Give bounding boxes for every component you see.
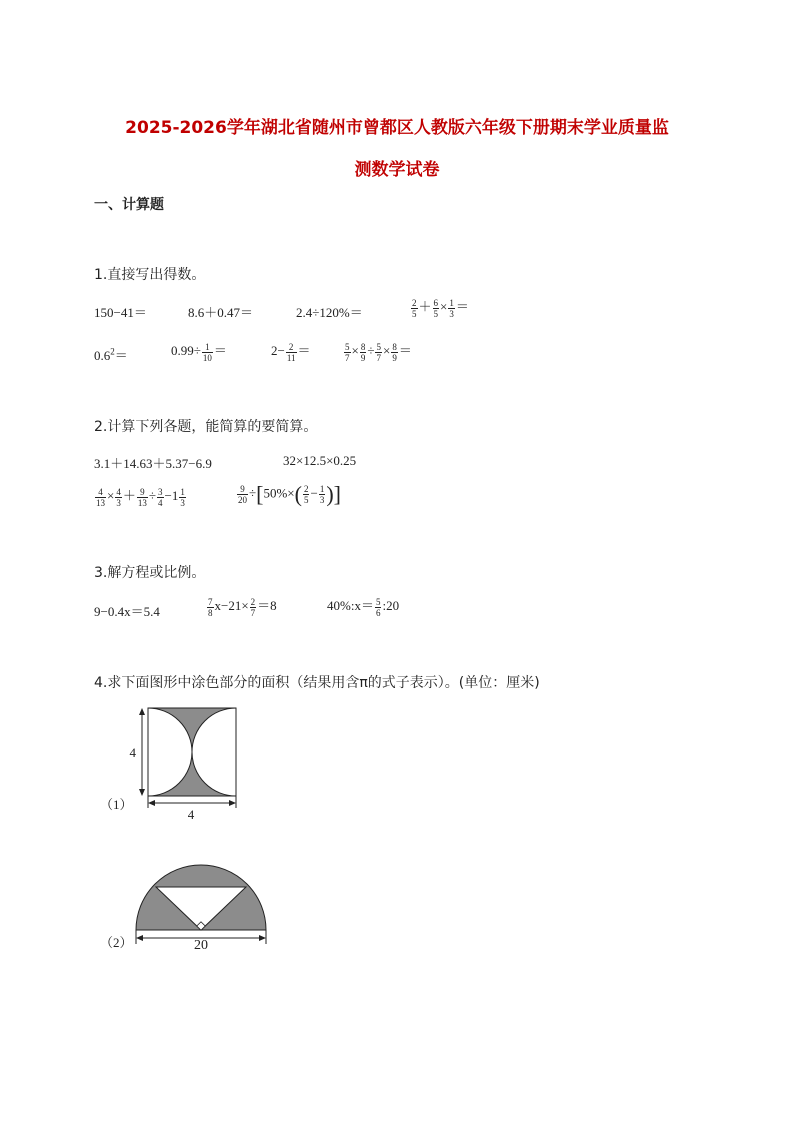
q2-expr-3: $\frac{4}{13}$ × $\frac{4}{3}$ ＋ $\frac{9}{13}$ ÷ $\frac{3}{4}$ −1 $\frac{1}{3}$ <box>96 486 185 508</box>
figure-1 <box>90 700 260 830</box>
fraction: $\frac{9}{13}$ <box>137 486 147 508</box>
title-line-1: 2025-2026学年湖北省随州市曾都区人教版六年级下册期末学业质量监 <box>125 118 669 138</box>
q1-expr-3: 2.4÷120%＝ <box>296 305 363 320</box>
q1-expr-5: $0.6^2=$ <box>94 346 128 363</box>
fraction: $\frac{1}{3}$ <box>449 297 454 319</box>
q3-expr-1: 9−0.4x＝5.4 <box>94 604 160 619</box>
q1-expr-6: 0.99÷ $\frac{1}{10}$ ＝ <box>171 341 227 363</box>
fraction: $\frac{2}{5}$ <box>412 297 417 319</box>
figure-2-label: （2） <box>100 935 133 950</box>
fraction: $\frac{2}{11}$ <box>286 341 296 363</box>
diameter-label: 20 <box>194 938 208 953</box>
q1-prompt: 1.直接写出得数。 <box>94 267 206 283</box>
fraction: $\frac{2}{5}$ <box>303 484 309 505</box>
fraction: $\frac{5}{6}$ <box>375 596 381 618</box>
width-label: 4 <box>187 807 195 822</box>
fraction: $\frac{8}{9}$ <box>392 341 397 363</box>
fraction: $\frac{4}{13}$ <box>96 486 105 508</box>
q1-expr-7: 2− $\frac{2}{11}$ ＝ <box>271 341 311 363</box>
fraction: $\frac{6}{5}$ <box>433 297 439 319</box>
q2-expr-1: 3.1＋14.63＋5.37−6.9 <box>94 456 212 471</box>
q1-expr-4: $\frac{2}{5}$ ＋ $\frac{6}{5}$ × $\frac{1}{3}$ ＝ <box>412 297 469 319</box>
fraction: $\frac{5}{7}$ <box>345 341 350 363</box>
q1-expr-2: 8.6＋0.47＝ <box>188 305 254 320</box>
figure-2 <box>90 860 280 960</box>
q1-expr-8: $\frac{5}{7}$ × $\frac{8}{9}$ ÷ $\frac{5}{7}$ × $\frac{8}{9}$ ＝ <box>345 341 412 363</box>
q3-expr-3: 40%:x＝ $\frac{5}{6}$ :20 <box>327 596 400 618</box>
fraction: $\frac{1}{10}$ <box>202 341 212 363</box>
section-heading: 一、计算题 <box>94 197 164 213</box>
fraction: $\frac{9}{20}$ <box>238 484 247 505</box>
q2-expr-4: $\frac{9}{20}$ ÷[50%×( $\frac{2}{5}$ − $\frac{1}{3}$ )] <box>238 481 341 507</box>
figure-1-label: （1） <box>100 797 133 812</box>
title-line-2: 测数学试卷 <box>354 160 440 180</box>
fraction: $\frac{4}{3}$ <box>116 486 121 508</box>
fraction: $\frac{2}{7}$ <box>250 596 256 618</box>
q3-prompt: 3.解方程或比例。 <box>94 565 206 581</box>
fraction: $\frac{7}{8}$ <box>208 596 213 618</box>
q2-prompt: 2.计算下列各题，能简算的要简算。 <box>94 419 318 435</box>
q3-expr-2: $\frac{7}{8}$ x−21× $\frac{2}{7}$ ＝8 <box>208 596 277 618</box>
fraction: $\frac{3}{4}$ <box>158 486 163 508</box>
q1-expr-1: 150−41＝ <box>94 305 147 320</box>
fraction: $\frac{1}{3}$ <box>180 486 185 508</box>
q4-prompt: 4.求下面图形中涂色部分的面积（结果用含π的式子表示）。(单位：厘米) <box>94 675 540 691</box>
fraction: $\frac{5}{7}$ <box>376 341 381 363</box>
fraction: $\frac{1}{3}$ <box>319 484 325 505</box>
height-label: 4 <box>129 745 136 760</box>
q2-expr-2: 32×12.5×0.25 <box>283 453 357 468</box>
fraction: $\frac{8}{9}$ <box>360 341 366 363</box>
